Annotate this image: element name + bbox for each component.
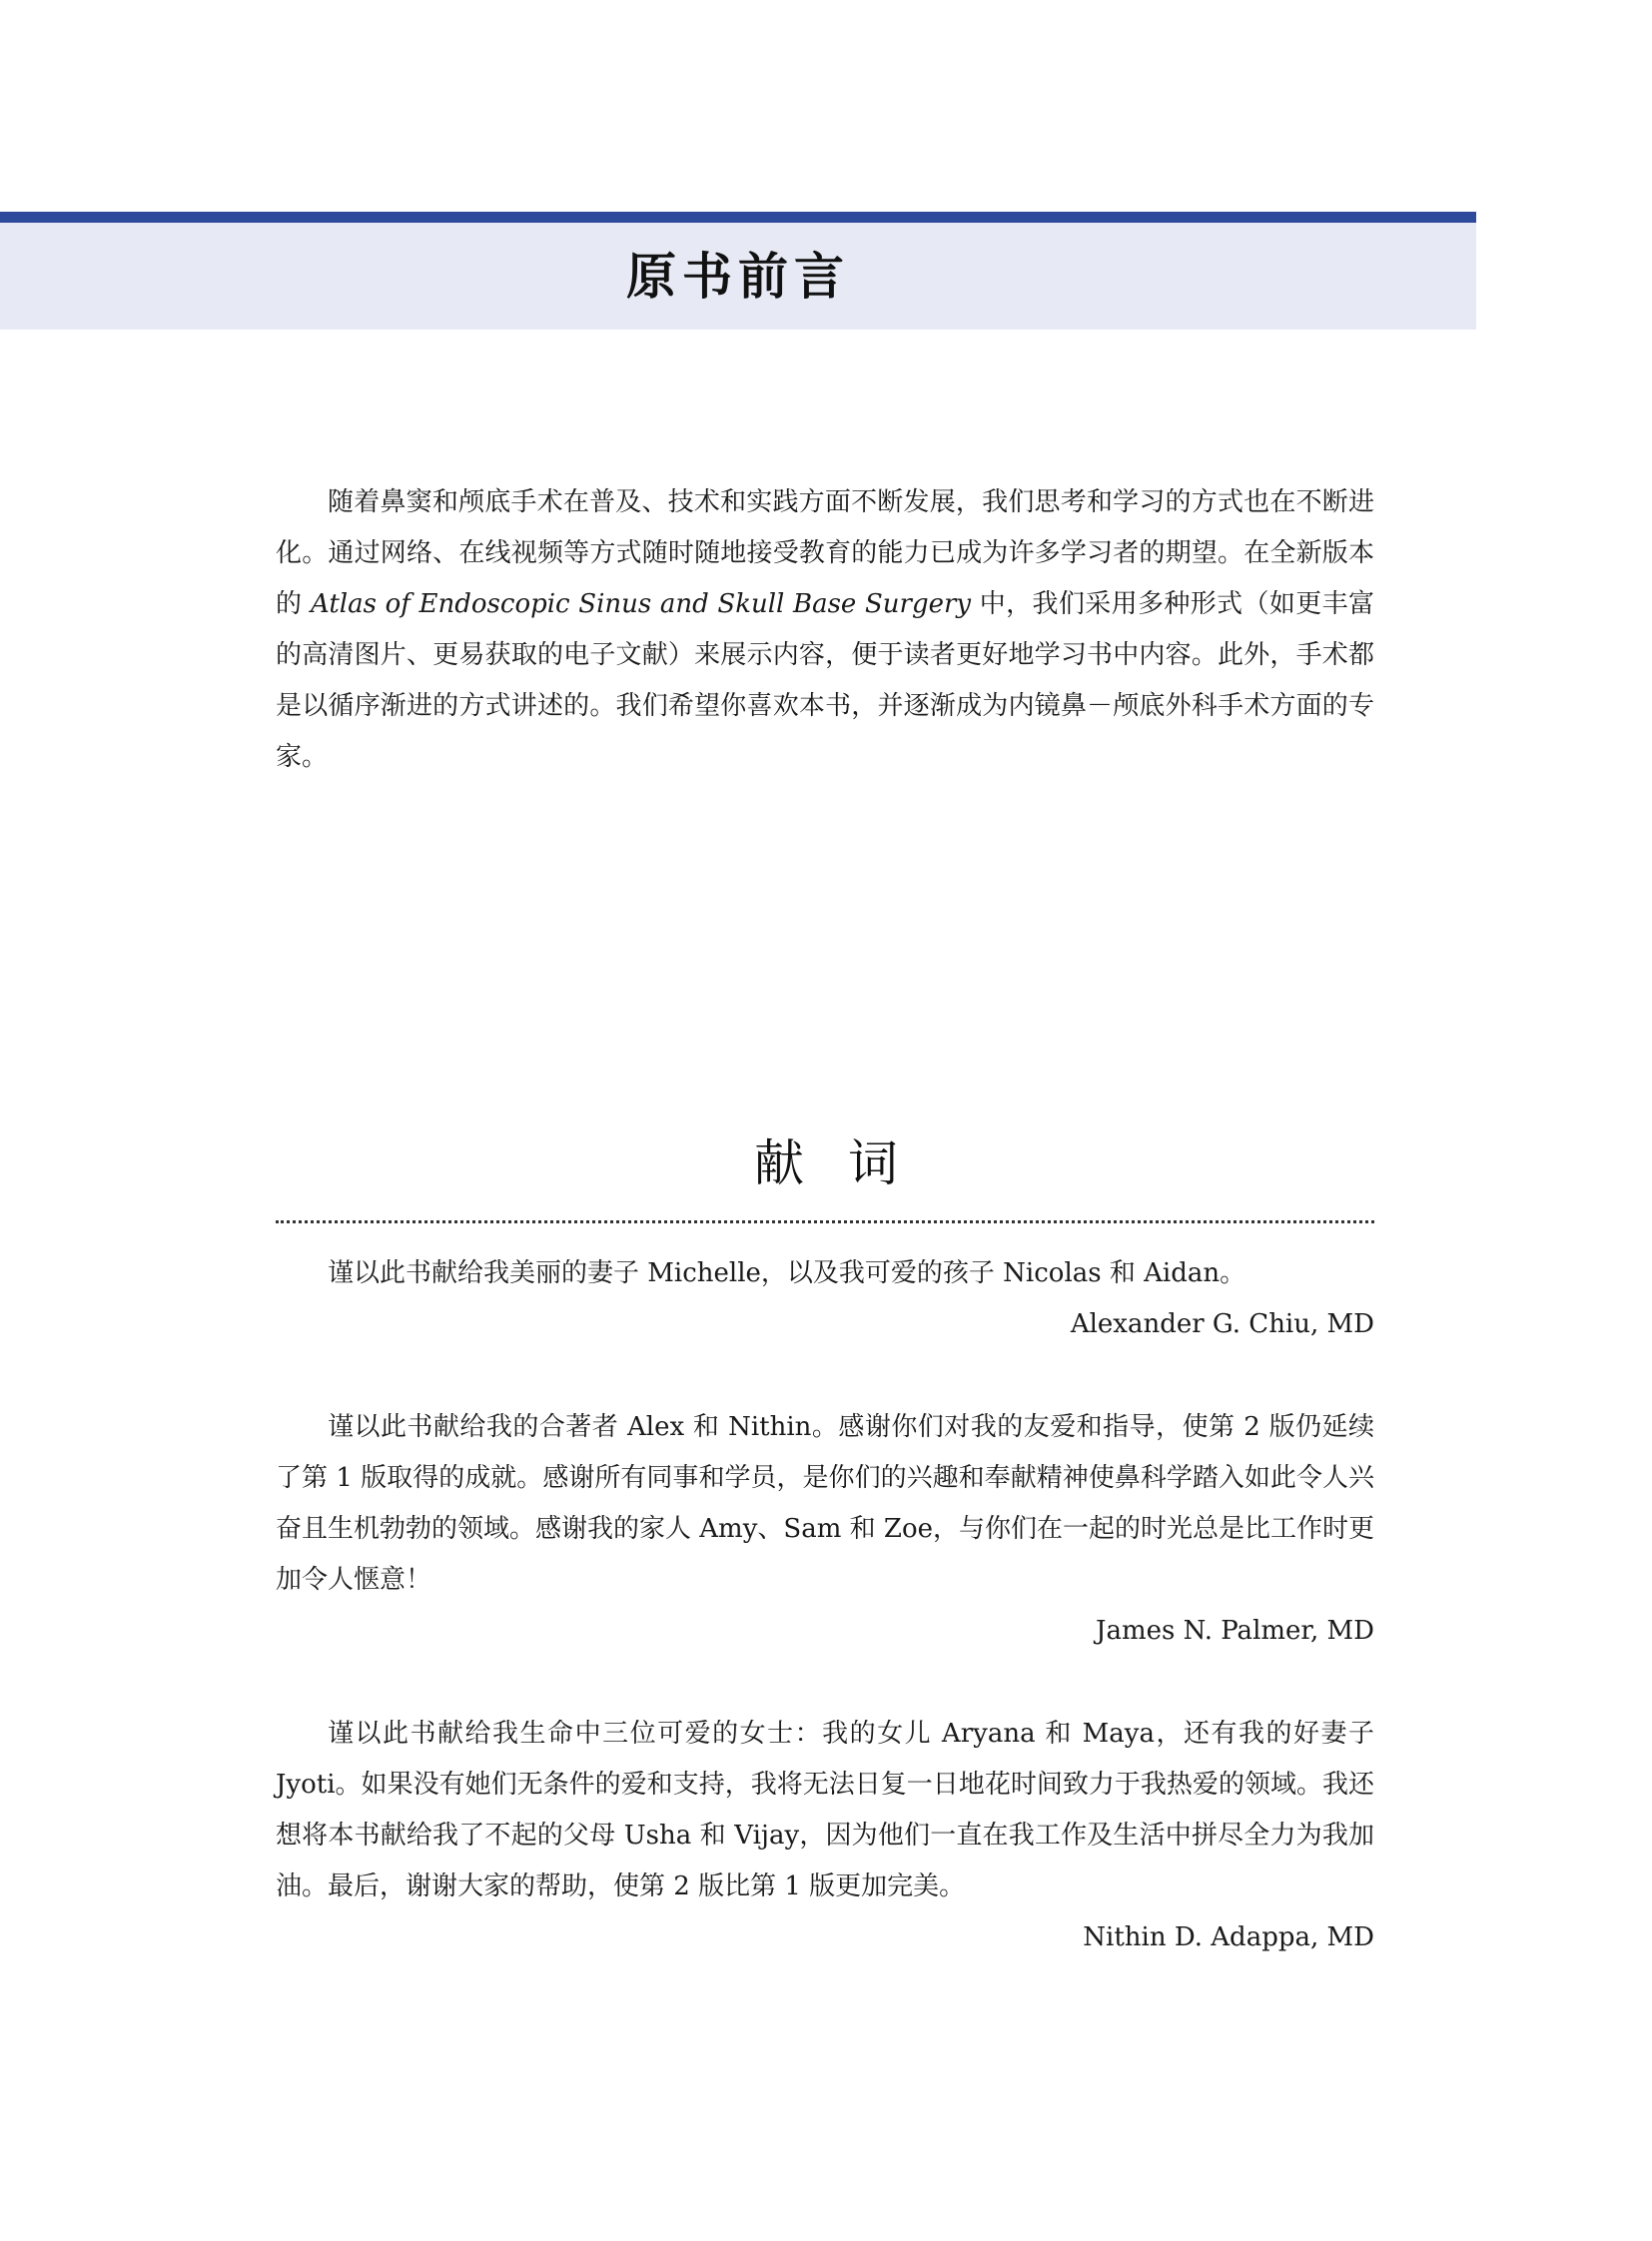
preface-paragraph: [276, 477, 1374, 783]
book-title: Atlas of Endoscopic Sinus and Skull Base Surgery: [311, 589, 972, 619]
preface-text-after: 中，我们采用多种形式（如更丰富的高清图片、更易获取的电子文献）来展示内容，便于读者更好地学习书中内容。此外，手术都是以循序渐进的方式讲述的。我们希望你喜欢本书，并逐渐成为内镜鼻－颅底外科手术方面的专家。: [276, 589, 1375, 772]
dedication-signature: Nithin D. Adappa, MD: [1083, 1922, 1374, 1952]
dedication-signature: Alexander G. Chiu, MD: [1070, 1309, 1374, 1339]
preface-text-before: 随着鼻窦和颅底手术在普及、技术和实践方面不断发展，我们思考和学习的方式也在不断进化。通过网络、在线视频等方式随时随地接受教育的能力已成为许多学习者的期望。在全新版本的: [276, 487, 1374, 619]
dedication-entry: [276, 1402, 1374, 1657]
preface-body: [276, 477, 1374, 783]
dedication-signature: James N. Palmer, MD: [1096, 1616, 1374, 1646]
dedication-text: 谨以此书献给我的合著者 Alex 和 Nithin。感谢你们对我的友爱和指导，使第 2 版仍延续了第 1 版取得的成就。感谢所有同事和学员，是你们的兴趣和奉献精神使鼻科学踏入如此令人兴奋且生机勃勃的领域。感谢我的家人 Amy、Sam 和 Zoe，与你们在一起的时光总是比工作时更加令人惬意！: [276, 1412, 1374, 1595]
dedication-list: [276, 1248, 1374, 2015]
header-rule: [0, 212, 1476, 223]
title-band: [0, 223, 1476, 330]
dedication-text: 谨以此书献给我生命中三位可爱的女士：我的女儿 Aryana 和 Maya，还有我的好妻子 Jyoti。如果没有她们无条件的爱和支持，我将无法日复一日地花时间致力于我热爱的领域。我还想将本书献给我了不起的父母 Usha 和 Vijay，因为他们一直在我工作及生活中拼尽全力为我加油。最后，谢谢大家的帮助，使第 2 版比第 1 版更加完美。: [276, 1719, 1374, 1901]
dotted-divider: [276, 1220, 1374, 1223]
preface-title: 原书前言: [626, 247, 850, 306]
dedication-entry: [276, 1248, 1374, 1350]
dedication-title: 献词: [754, 1134, 942, 1192]
dedication-text: 谨以此书献给我美丽的妻子 Michelle，以及我可爱的孩子 Nicolas 和 Aidan。: [328, 1258, 1246, 1288]
dedication-entry: [276, 1709, 1374, 1963]
